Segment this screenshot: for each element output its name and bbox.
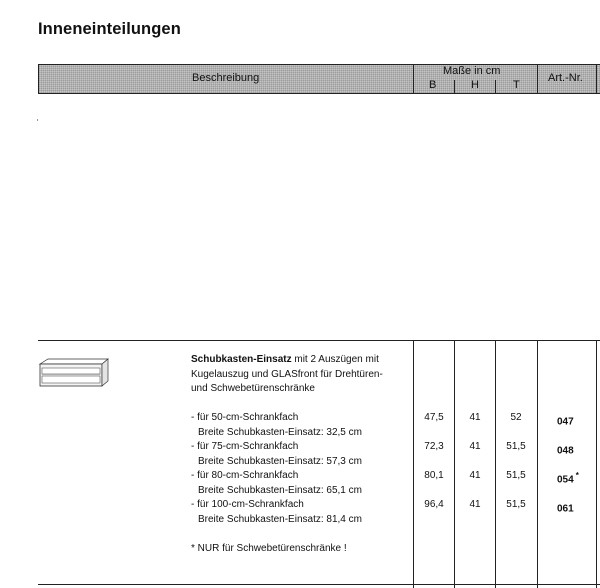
header-art-nr: Art.-Nr.	[548, 72, 583, 84]
header-divider	[413, 64, 414, 94]
header-h: H	[471, 79, 479, 91]
footnote: * NUR für Schwebetürenschränke !	[191, 543, 347, 554]
row-art-nr	[557, 498, 574, 517]
section-top-rule	[38, 340, 600, 341]
product-description-rest: mit 2 Auszügen mit	[291, 354, 379, 365]
row-t: 52	[510, 412, 522, 423]
section-bottom-rule	[38, 584, 600, 585]
row-h: 41	[469, 470, 481, 481]
header-beschreibung: Beschreibung	[192, 72, 260, 84]
row-art: 061	[557, 503, 574, 515]
product-name: Schubkasten-Einsatz	[191, 354, 292, 365]
row-label: - für 75-cm-Schrankfach	[191, 441, 299, 452]
product-description-line2: Kugelauszug und GLASfront für Drehtüren-	[191, 368, 383, 380]
row-label: - für 100-cm-Schrankfach	[191, 499, 304, 510]
column-divider	[495, 340, 496, 588]
header-masse: Maße in cm	[443, 65, 501, 77]
row-mark: *	[575, 471, 579, 480]
column-divider	[413, 340, 414, 588]
row-h: 41	[469, 412, 481, 423]
row-b: 72,3	[424, 441, 444, 452]
row-label: - für 80-cm-Schrankfach	[191, 470, 299, 481]
row-sub: Breite Schubkasten-Einsatz: 81,4 cm	[198, 513, 362, 525]
row-t: 51,5	[506, 441, 526, 452]
row-sub: Breite Schubkasten-Einsatz: 32,5 cm	[198, 426, 362, 438]
drawer-insert-illustration	[38, 358, 110, 388]
header-divider	[454, 80, 455, 94]
header-divider	[537, 64, 538, 94]
header-divider	[596, 64, 597, 94]
row-art: 054	[557, 474, 574, 486]
column-divider	[537, 340, 538, 588]
product-description-line3: und Schwebetürenschränke	[191, 383, 315, 394]
row-art: 048	[557, 445, 574, 457]
row-sub: Breite Schubkasten-Einsatz: 65,1 cm	[198, 484, 362, 496]
row-b: 47,5	[424, 412, 444, 423]
row-h: 41	[469, 441, 481, 452]
row-h: 41	[469, 499, 481, 510]
row-art-nr	[557, 469, 579, 488]
row-label: - für 50-cm-Schrankfach	[191, 412, 299, 423]
row-t: 51,5	[506, 499, 526, 510]
header-divider	[495, 80, 496, 94]
row-art-nr	[557, 440, 574, 459]
row-b: 80,1	[424, 470, 444, 481]
header-t: T	[513, 79, 520, 91]
row-art-nr	[557, 411, 574, 430]
row-art: 047	[557, 416, 574, 428]
column-divider	[454, 340, 455, 588]
row-sub: Breite Schubkasten-Einsatz: 57,3 cm	[198, 455, 362, 467]
row-b: 96,4	[424, 499, 444, 510]
column-divider	[596, 340, 597, 588]
row-t: 51,5	[506, 470, 526, 481]
scan-mark	[37, 119, 38, 121]
page-title: Inneneinteilungen	[38, 20, 181, 38]
product-description-line1	[191, 353, 379, 368]
header-b: B	[429, 79, 437, 91]
